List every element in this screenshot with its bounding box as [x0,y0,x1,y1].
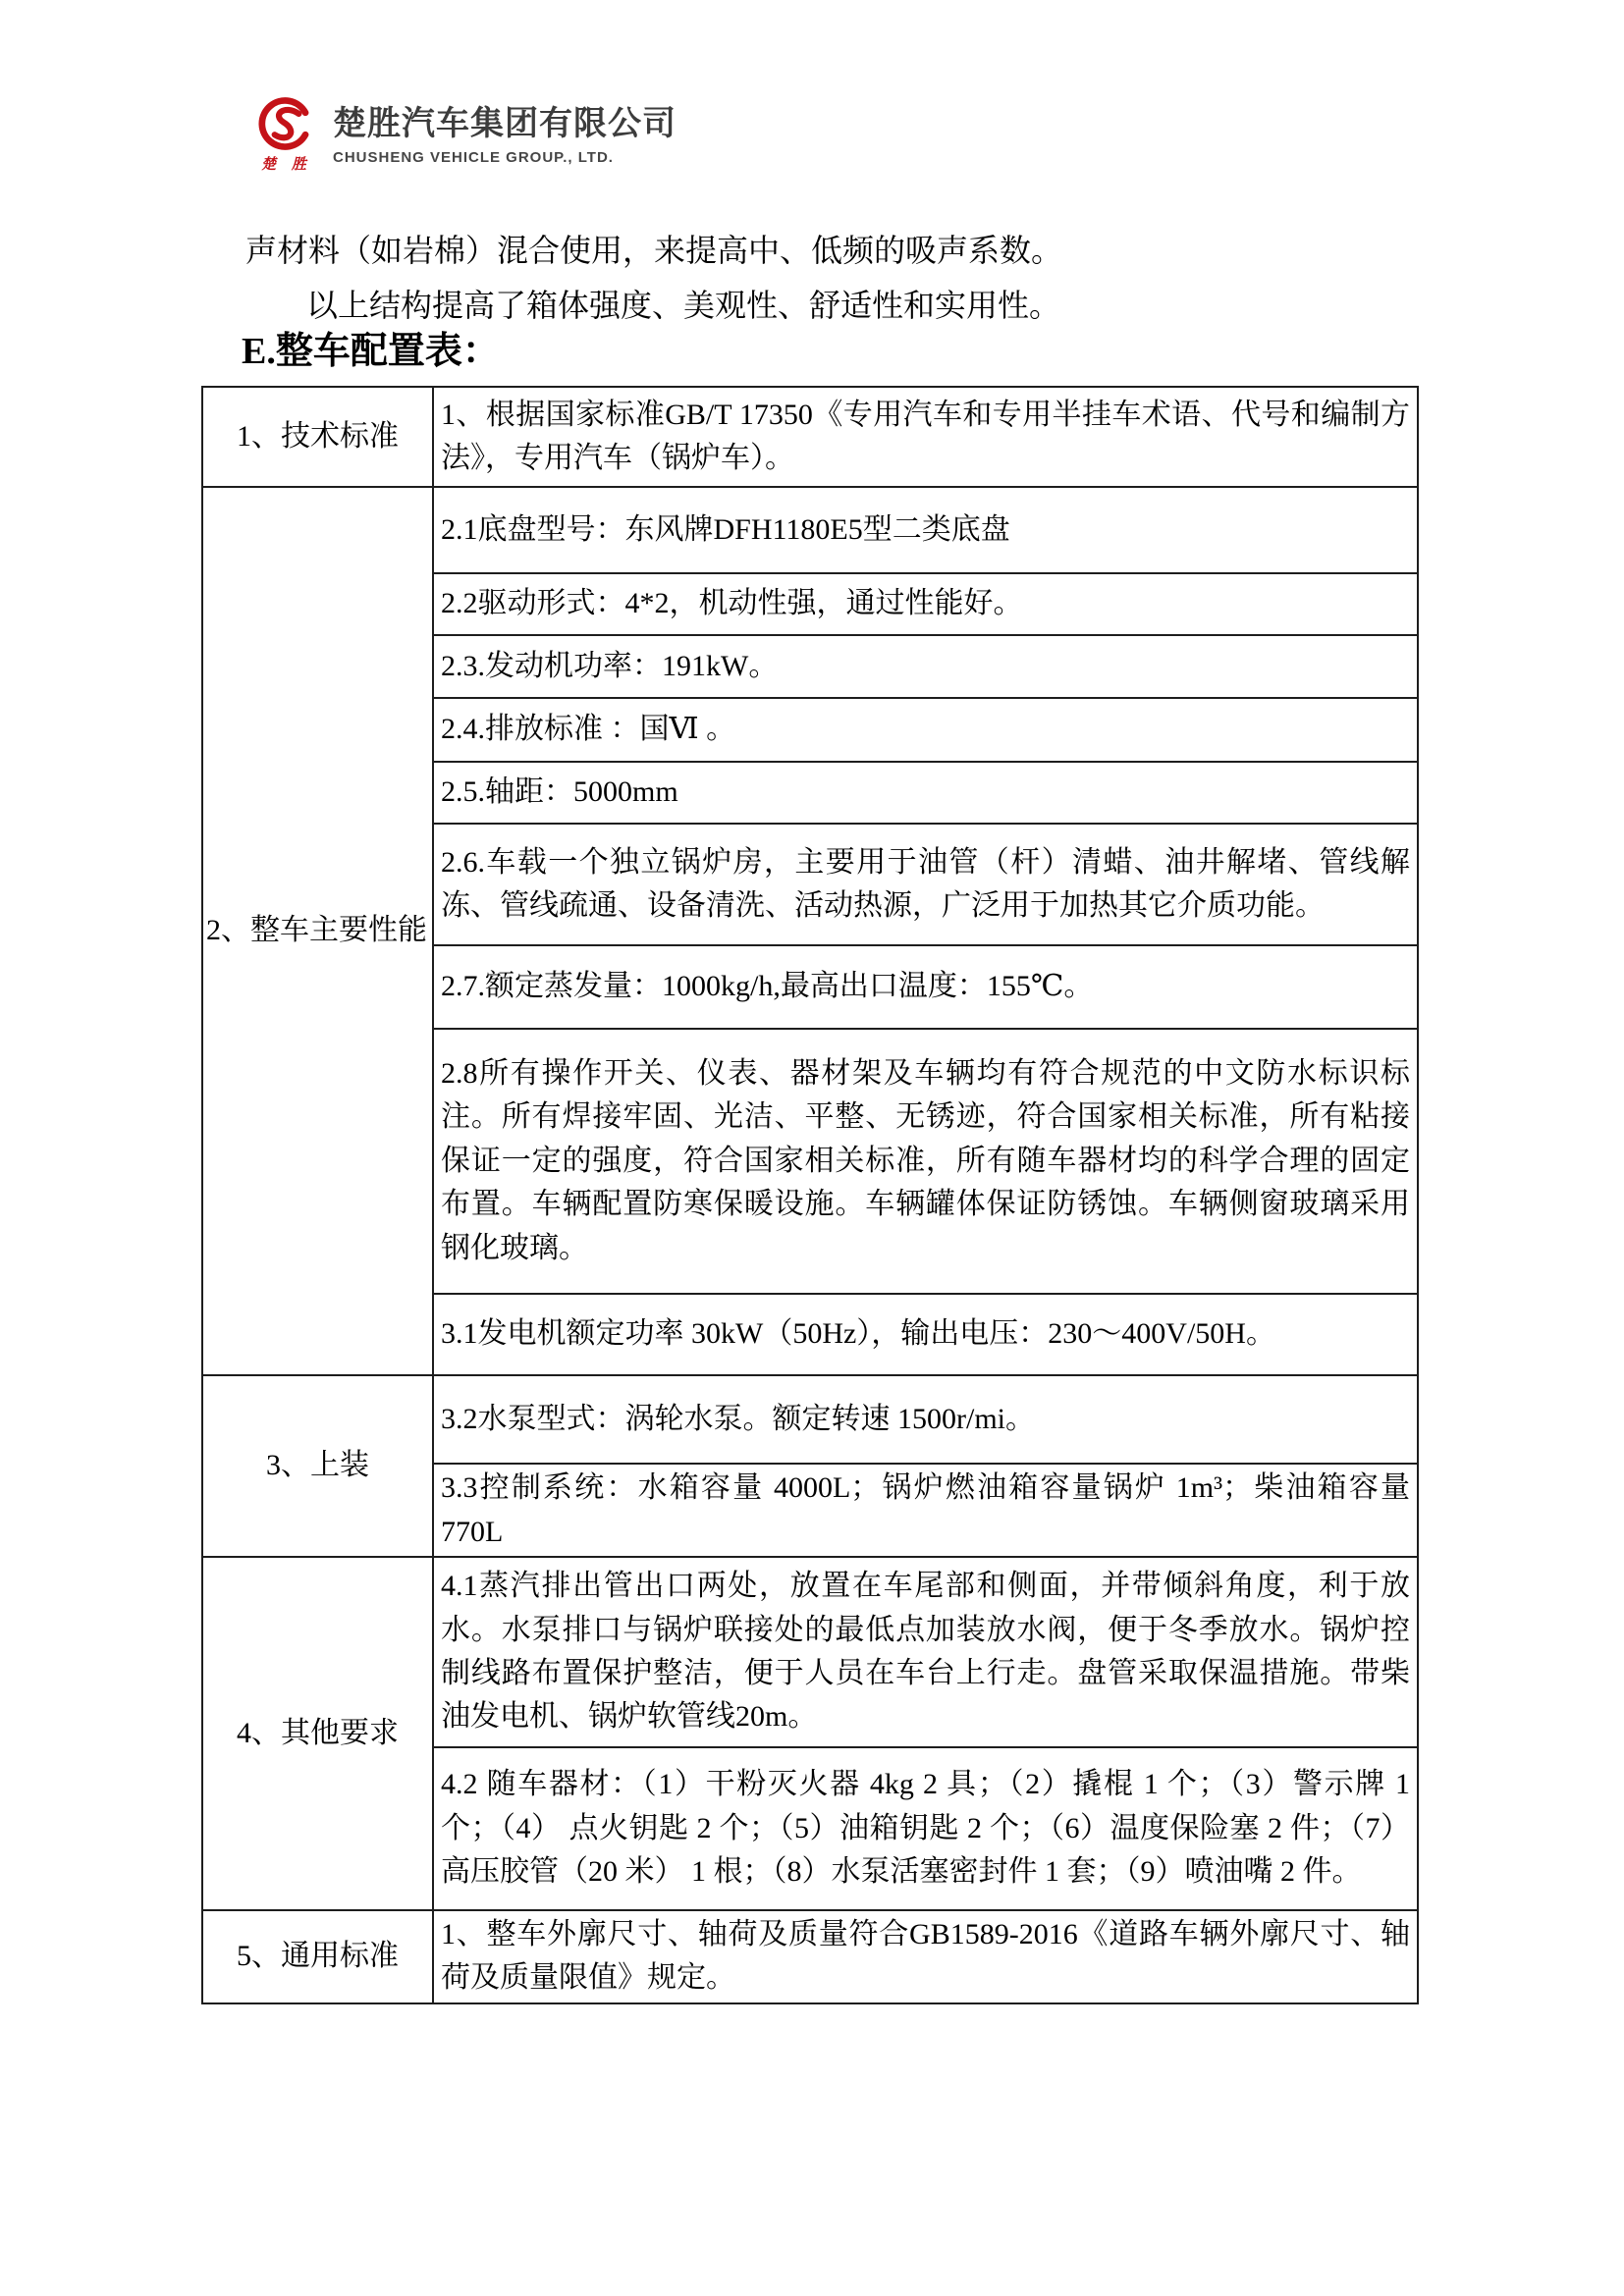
company-name-english: CHUSHENG VEHICLE GROUP., LTD. [333,149,614,166]
logo-caption-text: 楚 胜 [261,157,312,173]
company-names [333,96,677,166]
intro-line-2: 以上结构提高了箱体强度、美观性、舒适性和实用性。 [306,288,1061,323]
category-cell-2: 2、整车主要性能 [202,487,433,1375]
table-row [202,387,1418,487]
spec-cell-2-2: 2.2驱动形式：4*2，机动性强，通过性能好。 [433,573,1418,635]
company-logo [255,96,677,174]
spec-cell-4-1: 4.1蒸汽排出管出口两处，放置在车尾部和侧面，并带倾斜角度，利于放水。水泵排口与锅炉联接处的最低点加装放水阀，便于冬季放水。锅炉控制线路布置保护整洁，便于人员在车台上行走。盘管采取保温措施。带柴油发电机、锅炉软管线20m。 [433,1557,1418,1747]
section-heading: E.整车配置表： [242,331,500,372]
category-cell-5: 5、通用标准 [202,1910,433,2003]
spec-cell-3-2: 3.2水泵型式：涡轮水泵。额定转速 1500r/mi。 [433,1375,1418,1464]
spec-cell-2-1: 2.1底盘型号：东风牌DFH1180E5型二类底盘 [433,487,1418,573]
spec-cell-2-4: 2.4.排放标准 ：国Ⅵ 。 [433,698,1418,762]
spec-cell-3-1: 3.1发电机额定功率 30kW（50Hz），输出电压：230～400V/50H。 [433,1294,1418,1375]
vehicle-config-table [201,386,1419,2004]
spec-cell-5-1: 1、整车外廓尺寸、轴荷及质量符合GB1589-2016《道路车辆外廓尺寸、轴荷及质量限值》规定。 [433,1910,1418,2003]
spec-cell-3-3: 3.3控制系统：水箱容量 4000L；锅炉燃油箱容量锅炉 1m³；柴油箱容量 770L [433,1464,1418,1557]
intro-line-1: 声材料（如岩棉）混合使用，来提高中、低频的吸声系数。 [245,233,1063,268]
spec-cell-2-7: 2.7.额定蒸发量：1000kg/h,最高出口温度：155℃。 [433,945,1418,1029]
spec-cell-2-6: 2.6.车载一个独立锅炉房，主要用于油管（杆）清蜡、油井解堵、管线解冻、管线疏通、设备清洗、活动热源，广泛用于加热其它介质功能。 [433,824,1418,945]
company-logo-mark [255,96,318,174]
category-cell-3: 3、上装 [202,1375,433,1557]
spec-cell-1-1: 1、根据国家标准GB/T 17350《专用汽车和专用半挂车术语、代号和编制方法》，专用汽车（锅炉车）。 [433,387,1418,487]
spec-cell-2-8: 2.8所有操作开关、仪表、器材架及车辆均有符合规范的中文防水标识标注。所有焊接牢固、光洁、平整、无锈迹，符合国家相关标准，所有粘接保证一定的强度，符合国家相关标准，所有随车器材均的科学合理的固定布置。车辆配置防寒保暖设施。车辆罐体保证防锈蚀。车辆侧窗玻璃采用钢化玻璃。 [433,1029,1418,1294]
spec-cell-4-2: 4.2 随车器材：（1）干粉灭火器 4kg 2 具；（2）撬棍 1 个；（3）警示牌 1 个；（4） 点火钥匙 2 个；（5）油箱钥匙 2 个；（6）温度保险塞 2 件；（7） 高压胶管（20 米） 1 根；（8）水泵活塞密封件 1 套；（9）喷油嘴 2 件。 [433,1747,1418,1910]
spec-cell-2-3: 2.3.发动机功率：191kW。 [433,635,1418,698]
table-row [202,1910,1418,2003]
company-name-chinese: 楚胜汽车集团有限公司 [333,105,677,142]
logo-emblem-icon [258,96,315,151]
table-row [202,1557,1418,1747]
table-row [202,487,1418,573]
category-cell-1: 1、技术标准 [202,387,433,487]
table-row [202,1375,1418,1464]
category-cell-4: 4、其他要求 [202,1557,433,1910]
spec-cell-2-5: 2.5.轴距：5000mm [433,762,1418,824]
